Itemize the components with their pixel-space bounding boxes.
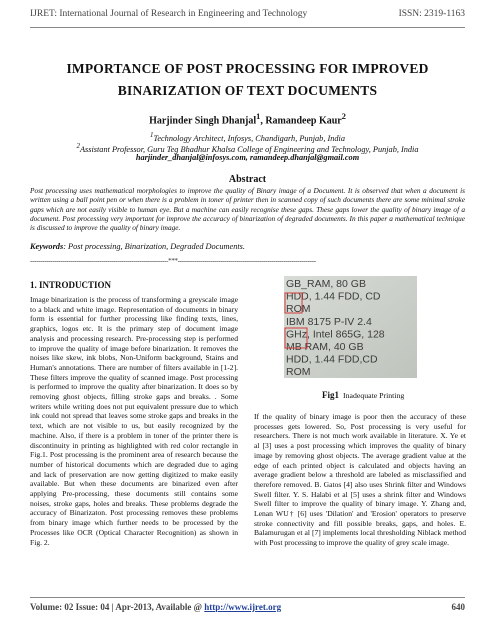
running-header <box>30 9 465 23</box>
footer-rule <box>30 597 465 598</box>
abstract-heading: Abstract <box>228 174 267 185</box>
author-separator: , <box>260 115 266 127</box>
footer-volume-text: Volume: 02 Issue: 04 | Apr-2013, Available @ <box>30 602 205 612</box>
figure-text-line: HDD, 1.44 FDD,CD <box>286 353 378 366</box>
author-1-sup: 1 <box>256 112 261 121</box>
figure-text-line: IBM 8175 P-IV 2.4 <box>286 315 372 328</box>
figure-text-line: GB_RAM, 80 GB <box>286 278 366 290</box>
author-2: Ramandeep Kaur <box>265 115 342 127</box>
keywords-label: Keywords <box>30 242 64 251</box>
author-1: Harjinder Singh Dhanjal <box>149 115 257 127</box>
footer-url-link[interactable]: http://www.ijret.org <box>204 602 282 612</box>
page-footer <box>30 602 465 612</box>
footer-volume <box>30 602 281 612</box>
scanned-text-photo <box>284 276 417 378</box>
paper-title <box>40 58 455 102</box>
keywords <box>30 242 465 251</box>
title-line-1: IMPORTANCE OF POST PROCESSING FOR IMPROVED <box>66 61 429 76</box>
figure-1-image <box>284 276 417 378</box>
journal-name: IJRET: International Journal of Research in Engineering and Technology <box>30 9 308 19</box>
page-number: 640 <box>451 602 465 612</box>
title-line-2: BINARIZATION OF TEXT DOCUMENTS <box>117 83 378 98</box>
affil-2-sup: 2 <box>76 143 80 150</box>
affil-2-text: Assistant Professor, Guru Teg Bhadhur Khalsa College of Engineering and Technology, Punjab, India <box>79 144 419 154</box>
author-emails[interactable]: harjinder_dhanjal@infosys.com, ramandeep.dhanjal@gmail.com <box>135 153 360 162</box>
issn: ISSN: 2319-1163 <box>398 9 465 19</box>
intro-right-column: If the quality of binary image is poor then the accuracy of these processes gets lowered. So, Post processing is very useful for researchers. There is not much work available in literature. X. Ye et al [3] uses a post processing which improves the quality of binary image by removing ghost objects. The average gradient value at the edge of each printed object is calculated and objects having an average gradient below a threshold are labeled as misclassified and therefore removed. B. Gatos [4] also uses Shrink filter and Windows Swell filter. Y. S. Halabi et al [5] uses a shrink filter and Windows Swell filter to improve the quality of binary image. Y. Zhang and, Lenan WU† [6] uses 'Dilation' and 'Erosion' operators to preserve stroke connectivity and fill possible breaks, gaps, and holes. E. Balamurugan et al [7] implements local thresholding Niblack method with Post processing to improve the quality of grey scale image. <box>254 412 466 548</box>
abstract-text: Post processing uses mathematical morphologies to improve the quality of Binary image of a Document. It is observed that when a document is written using a ball point pen or when there is a problem in toner of printer then in scanned copy of such documents there are some minimal stroke gaps which are not easily visible to human eye. But a machine can easily recognise these gaps. These gaps lower the quality of binary image of a document. Post processing very important for improve the accuracy of binarization of degraded documents. In this paper a mathematical technique is discussed to improve the quality of binary image. <box>30 186 465 233</box>
authors <box>30 112 465 126</box>
header-rule <box>30 27 465 28</box>
figure-text-line: HDD, 1.44 FDD, CD <box>286 290 381 303</box>
author-2-sup: 2 <box>341 112 346 121</box>
figure-text-line: MB RAM, 40 GB <box>286 341 364 353</box>
keywords-text: : Post processing, Binarization, Degraded Documents. <box>63 242 245 251</box>
intro-left-column: Image binarization is the process of transforming a greyscale image to a black and white image. Representation of documents in binary form is essential for further processing like finding texts, lines, graphics, logos etc. It is the primary step of document image analysis and processing research. Pre-processing step is performed to improve the quality of image before binarization. It removes the noises like skew, ink blobs, Non-Uniform background, Stains and Human's annotations. There are number of filters available in [1-2]. These filters improve the quality of scanned image. Post processing is performed to improve the quality after binarization. It does so by removing ghost objects, filling stroke gaps and breaks. . Some writers while writing does not put equivalent pressure due to which ink could not spread that leaves some stroke gaps and breaks in the text, which are not visible to us, but easily recognized by the machine. Also, if there is a problem in toner of the printer there is discontinuity in printing as highlighted with red color rectangle in Fig.1. Post processing is the prominent area of research because the number of historical documents which are degraded due to aging and lack of preservation are now getting digitized to make easily available. But when these documents are binarized even after applying Pre-processing, these documents still contains some noises, stroke gaps, holes and breaks. These problems degrade the accuracy of Binarizaton. Post processing removes these problems from binary image which further needs to be processed by the Processes like OCR (Optical Character Recognition) as shown in Fig. 2. <box>30 295 238 547</box>
figure-text-line: GHz, Intel 865G, 128 <box>286 328 385 341</box>
figure-caption-text: Inadequate Printing <box>343 391 405 400</box>
figure-text-line: ROM <box>286 366 311 378</box>
section-separator: --------------------------------------------------------------------***-------------------------------------------------------------------- <box>30 257 316 265</box>
figure-text-line: ROM <box>286 303 311 316</box>
affil-1-sup: 1 <box>150 132 154 139</box>
figure-label: Fig1 <box>322 390 339 400</box>
figure-caption <box>322 390 404 400</box>
section-heading: 1. INTRODUCTION <box>30 280 112 290</box>
affil-1-text: Technology Architect, Infosys, Chandigarh, Punjab, India <box>153 133 345 143</box>
